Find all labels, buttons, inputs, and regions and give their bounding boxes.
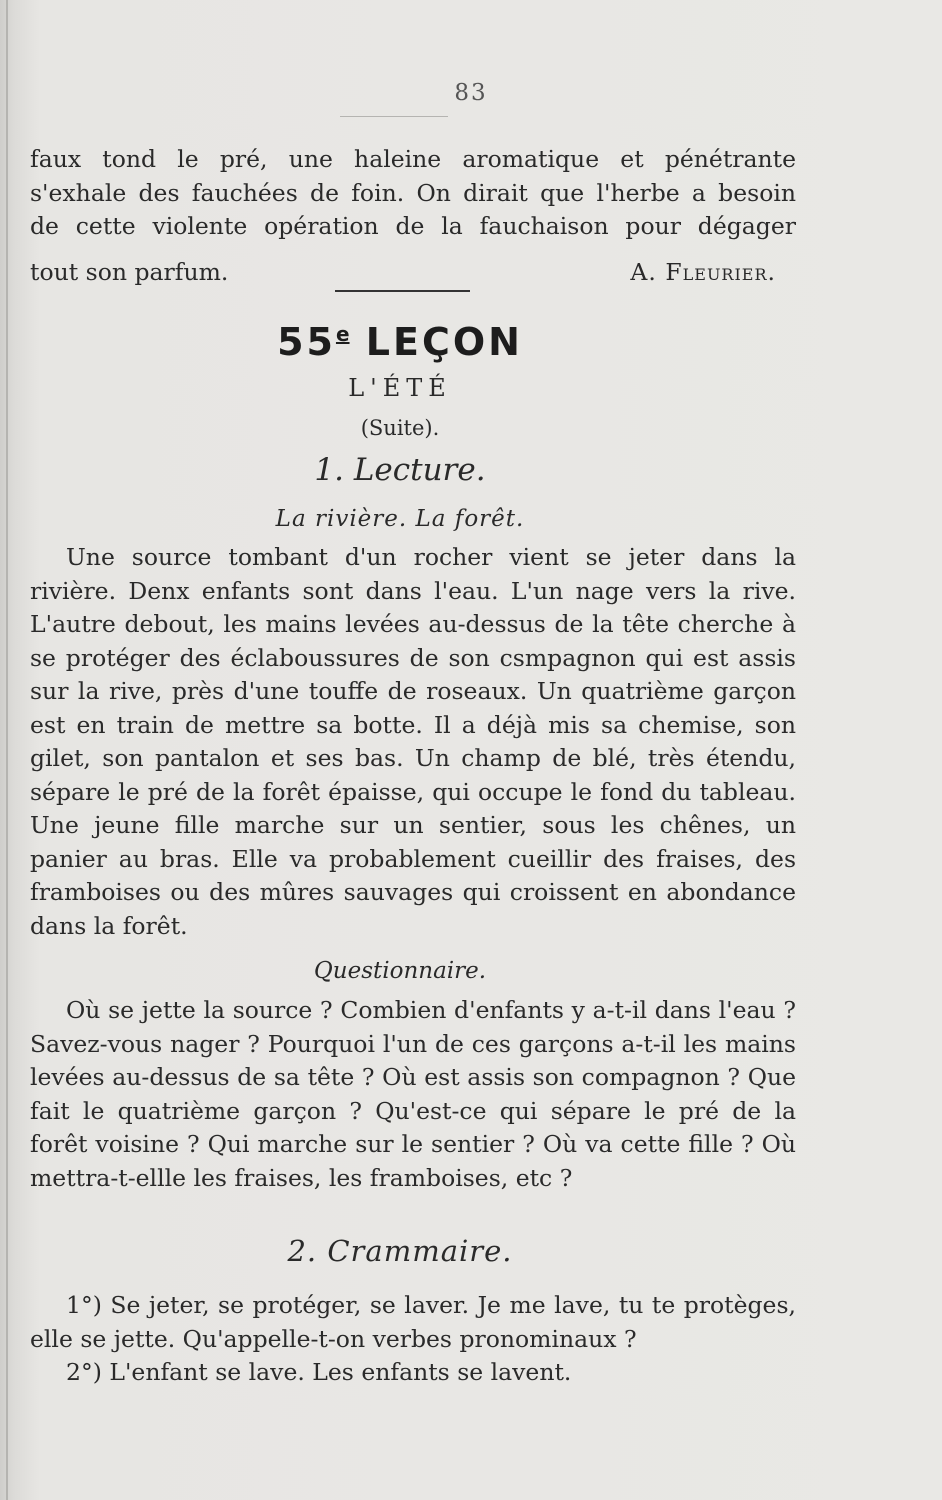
questionnaire-block <box>30 994 796 1195</box>
page-number: 83 <box>454 80 488 106</box>
intro-line-1: faux tond le pré, une haleine aromatique et pénétrante <box>30 145 796 173</box>
lesson-title: L'ÉTÉ <box>348 374 452 402</box>
questionnaire-paragraph: Où se jette la source ? Combien d'enfants y a-t-il dans l'eau ? Savez-vous nager ? Pourquoi l'un de ces garçons a-t-il les mains levées au-dessus de sa tête ? Où est assis son compagnon ? Que fait le quatrième garçon ? Qu'est-ce qui sépare le pré de la forêt voisine ? Qui marche sur le sentier ? Où va cette fille ? Où mettra-t-ellle les fraises, les framboises, etc ? <box>30 996 796 1192</box>
questionnaire-heading: Questionnaire. <box>313 958 487 984</box>
lesson-subtitle: (Suite). <box>360 416 440 440</box>
reading-paragraph: Une source tombant d'un rocher vient se jeter dans la rivière. Denx enfants sont dans l'eau. L'un nage vers la rive. L'autre debout, les mains levées au-dessus de la tête cherche à se protéger des éclaboussures de son csmpagnon qui est assis sur la rive, près d'une touffe de roseaux. Un quatrième garçon est en train de mettre sa botte. Il a déjà mis sa chemise, son gilet, son pantalon et ses bas. Un champ de blé, très étendu, sépare le pré de la forêt épaisse, qui occupe le fond du tableau. Une jeune fille marche sur un sentier, sous les chênes, un panier au bras. Elle va probablement cueillir des fraises, des framboises ou des mûres sauvages qui croissent en abondance dans la forêt. <box>30 543 796 940</box>
grammar-block <box>30 1289 796 1390</box>
reading-subheading: La rivière. La forêt. <box>275 506 525 532</box>
intro-last-line: tout son parfum. <box>30 258 229 286</box>
section-separator <box>335 290 470 292</box>
grammar-item-2: 2°) L'enfant se lave. Les enfants se lavent. <box>66 1358 572 1386</box>
author-signature: A. Fleurier. <box>630 258 776 286</box>
lesson-word: LEÇON <box>365 320 523 364</box>
page-number-rule <box>340 116 448 117</box>
intro-line-2: s'exhale des fauchées de foin. On dirait que l'herbe a besoin <box>30 178 796 207</box>
intro-passage <box>30 143 796 244</box>
lesson-number: 55 <box>277 320 336 364</box>
intro-line-3: de cette violente opération de la fauchaison pour dégager <box>30 212 796 240</box>
grammar-item-1: 1°) Se jeter, se protéger, se laver. Je me lave, tu te protèges, elle se jette. Qu'appelle-t-on verbes pronominaux ? <box>30 1291 796 1353</box>
reading-paragraph-block <box>30 541 796 943</box>
lesson-number-suffix: e <box>335 322 350 346</box>
reading-heading: 1. Lecture. <box>314 452 486 488</box>
grammar-heading: 2. Crammaire. <box>287 1234 513 1268</box>
page-gutter-edge <box>6 0 8 1500</box>
lesson-heading <box>0 320 800 364</box>
